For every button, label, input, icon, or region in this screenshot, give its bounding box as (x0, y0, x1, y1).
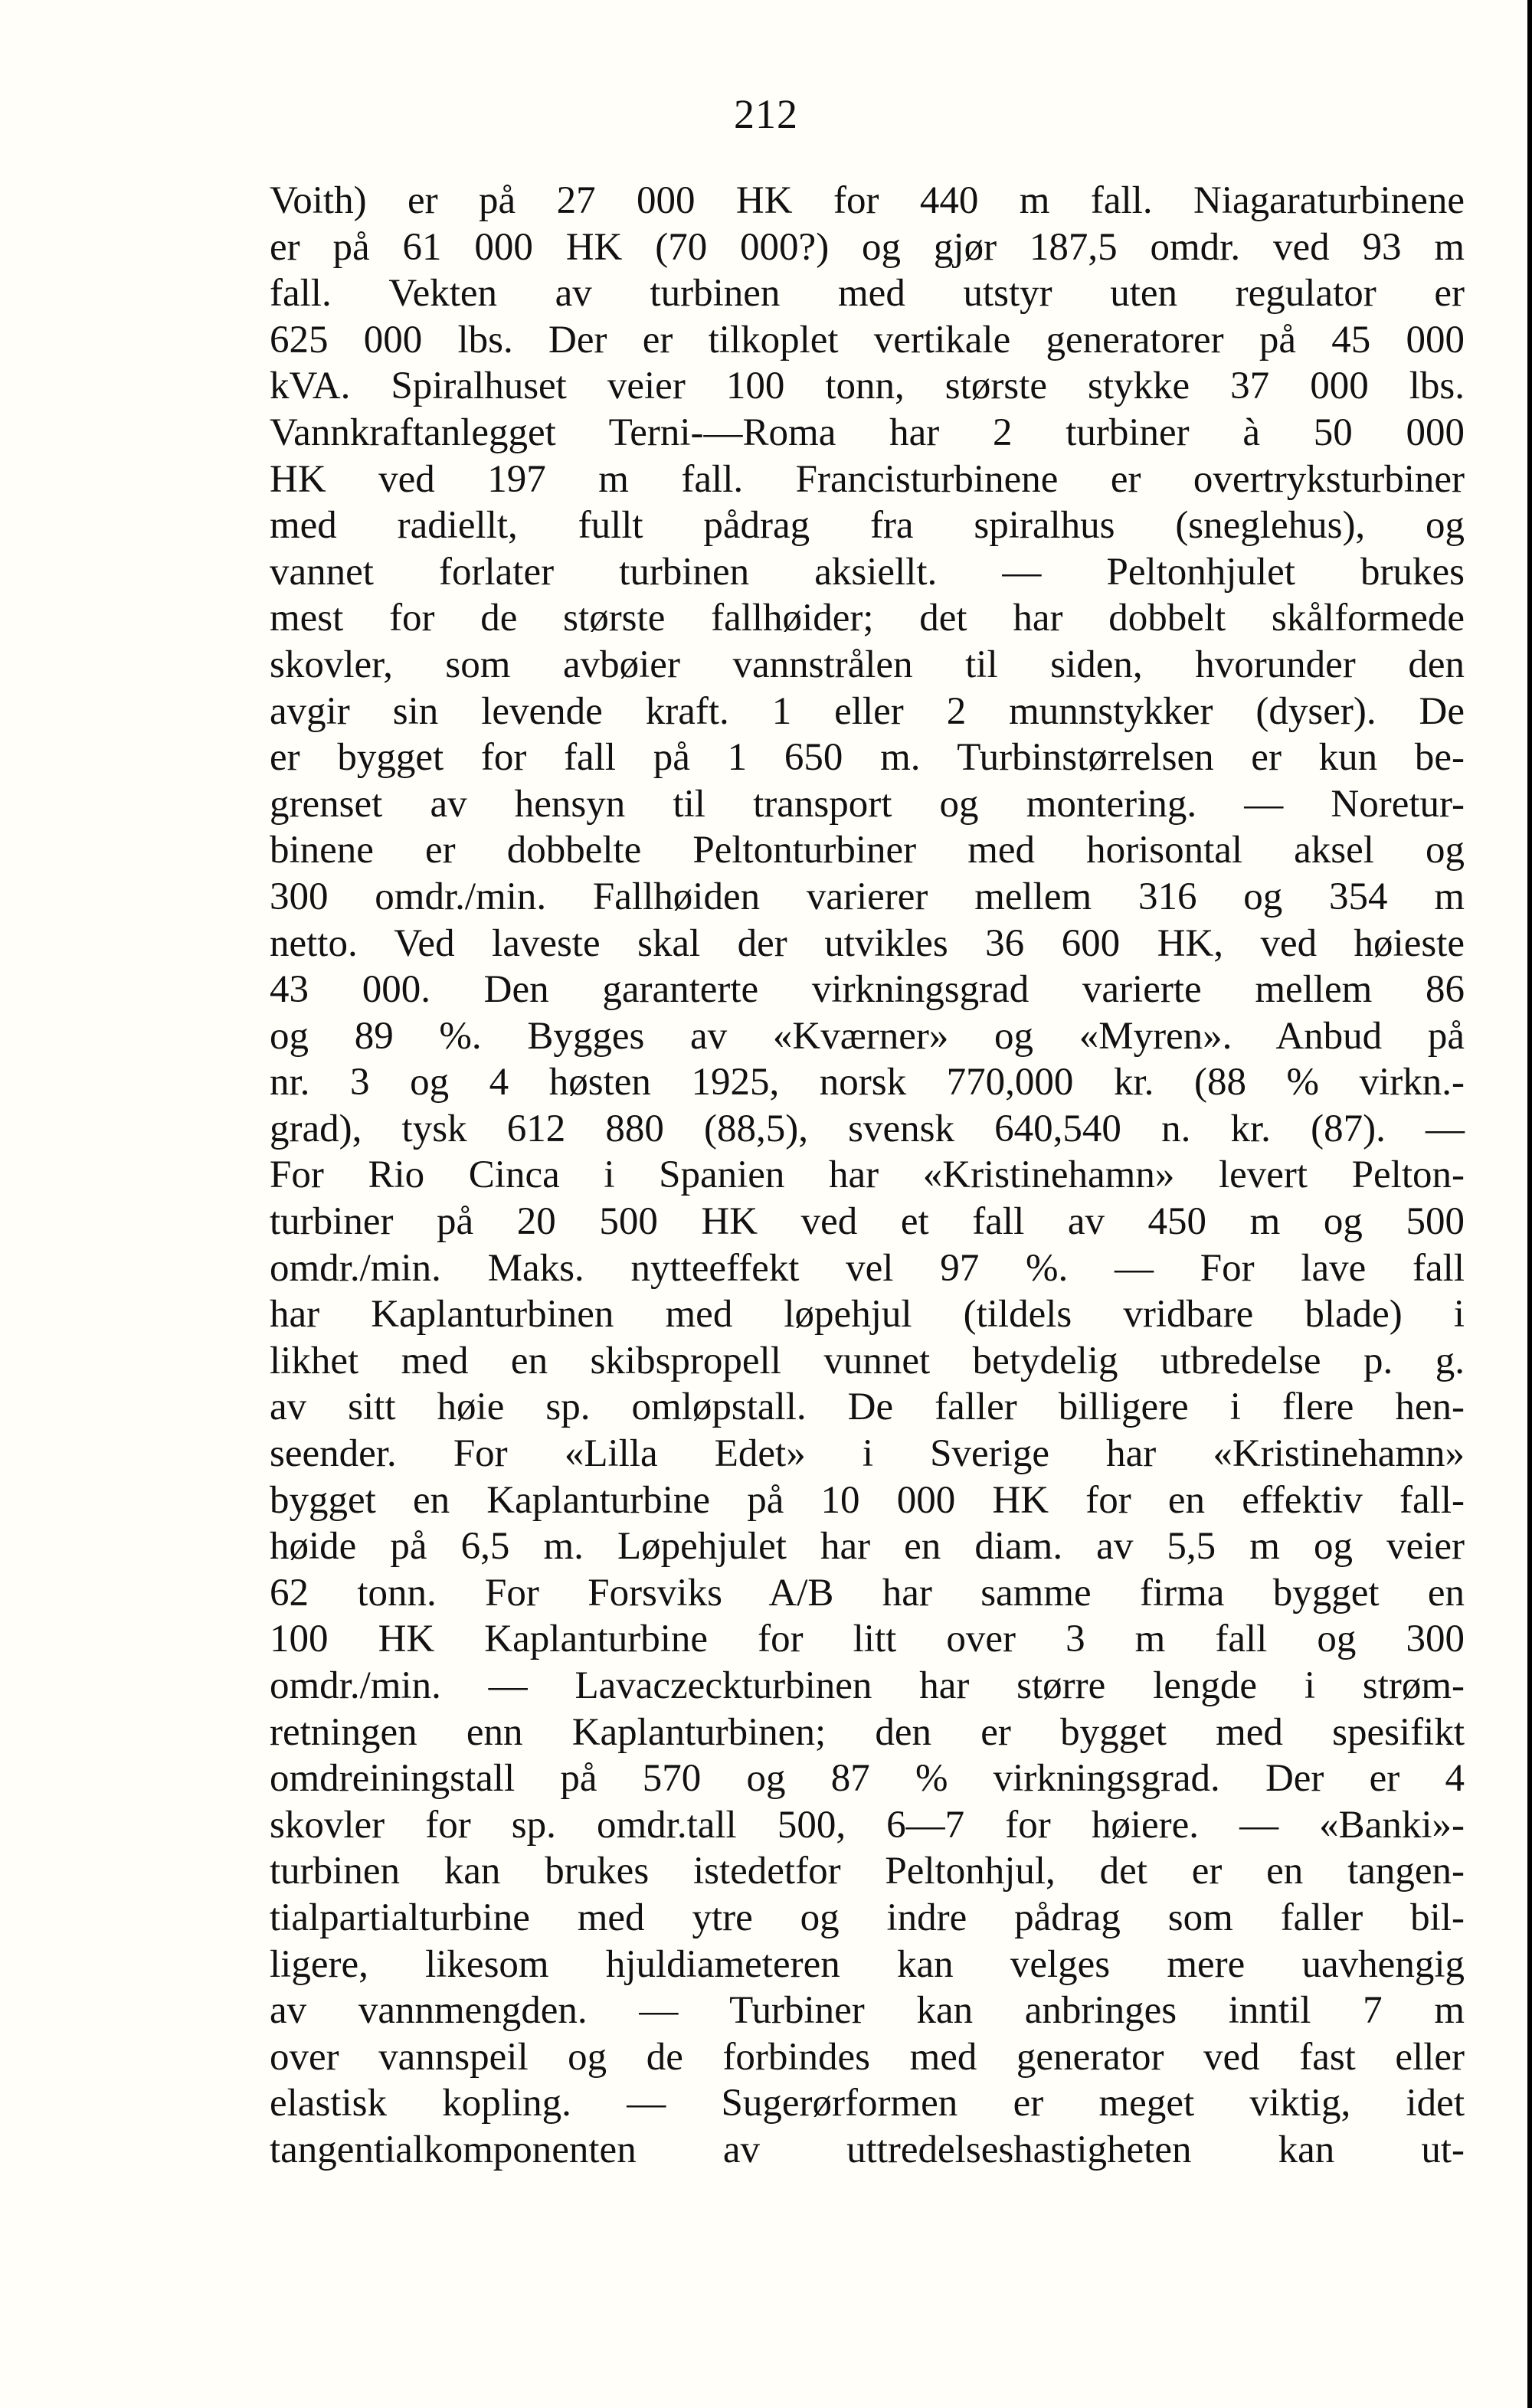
text-line: Voith) er på 27 000 HK for 440 m fall. Niagaraturbinene (270, 179, 1465, 222)
text-line: grenset av hensyn til transport og montering. — Noretur- (270, 782, 1465, 826)
text-line: 100 HK Kaplanturbine for litt over 3 m fall og 300 (270, 1618, 1465, 1661)
text-line: binene er dobbelte Peltonturbiner med horisontal aksel og (270, 829, 1465, 872)
text-line: HK ved 197 m fall. Francisturbinene er overtryksturbiner (270, 457, 1465, 501)
text-line: 300 omdr./min. Fallhøiden varierer mellem 316 og 354 m (270, 875, 1465, 918)
text-line: har Kaplanturbinen med løpehjul (tildels vridbare blade) i (270, 1293, 1465, 1337)
text-line: skovler for sp. omdr.tall 500, 6—7 for høiere. — «Banki»- (270, 1803, 1465, 1847)
text-line: av sitt høie sp. omløpstall. De faller billigere i flere hen- (270, 1386, 1465, 1429)
text-line: netto. Ved laveste skal der utvikles 36 600 HK, ved høieste (270, 921, 1465, 965)
text-line: ligere, likesom hjuldiameteren kan velges mere uavhengig (270, 1942, 1465, 1986)
text-line: av vannmengden. — Turbiner kan anbringes inntil 7 m (270, 1989, 1465, 2033)
text-line: turbinen kan brukes istedetfor Peltonhjul, det er en tangen- (270, 1850, 1465, 1893)
text-line: med radiellt, fullt pådrag fra spiralhus (sneglehus), og (270, 504, 1465, 548)
text-line: tangentialkomponenten av uttredelseshastigheten kan ut- (270, 2128, 1465, 2171)
text-line: 62 tonn. For Forsviks A/B har samme firma bygget en (270, 1571, 1465, 1615)
text-line: bygget en Kaplanturbine på 10 000 HK for en effektiv fall- (270, 1478, 1465, 1522)
text-line: tialpartialturbine med ytre og indre pådrag som faller bil- (270, 1896, 1465, 1939)
text-line: Vannkraftanlegget Terni-—Roma har 2 turbiner à 50 000 (270, 411, 1465, 454)
text-line: nr. 3 og 4 høsten 1925, norsk 770,000 kr. (88 % virkn.- (270, 1061, 1465, 1104)
text-line: høide på 6,5 m. Løpehjulet har en diam. av 5,5 m og veier (270, 1525, 1465, 1569)
text-line: kVA. Spiralhuset veier 100 tonn, største stykke 37 000 lbs. (270, 365, 1465, 408)
text-line: skovler, som avbøier vannstrålen til siden, hvorunder den (270, 643, 1465, 686)
text-line: er på 61 000 HK (70 000?) og gjør 187,5 omdr. ved 93 m (270, 225, 1465, 269)
page-number: 212 (734, 91, 798, 137)
text-line: turbiner på 20 500 HK ved et fall av 450 m og 500 (270, 1200, 1465, 1244)
text-line: For Rio Cinca i Spanien har «Kristinehamn» levert Pelton- (270, 1153, 1465, 1197)
text-line: fall. Vekten av turbinen med utstyr uten regulator er (270, 272, 1465, 316)
text-line: omdr./min. Maks. nytteeffekt vel 97 %. — For lave fall (270, 1246, 1465, 1290)
text-line: grad), tysk 612 880 (88,5), svensk 640,540 n. kr. (87). — (270, 1107, 1465, 1150)
body-text (270, 178, 1465, 2174)
text-line: er bygget for fall på 1 650 m. Turbinstørrelsen er kun be- (270, 736, 1465, 780)
text-line: avgir sin levende kraft. 1 eller 2 munnstykker (dyser). De (270, 689, 1465, 733)
text-line: over vannspeil og de forbindes med generator ved fast eller (270, 2035, 1465, 2079)
text-line: omdreiningstall på 570 og 87 % virkningsgrad. Der er 4 (270, 1757, 1465, 1801)
text-line: retningen enn Kaplanturbinen; den er bygget med spesifikt (270, 1710, 1465, 1754)
text-line: 43 000. Den garanterte virkningsgrad varierte mellem 86 (270, 968, 1465, 1012)
text-line: vannet forlater turbinen aksiellt. — Peltonhjulet brukes (270, 550, 1465, 594)
text-line: seender. For «Lilla Edet» i Sverige har «Kristinehamn» (270, 1432, 1465, 1476)
text-line: omdr./min. — Lavaczeckturbinen har større lengde i strøm- (270, 1664, 1465, 1707)
text-line: likhet med en skibspropell vunnet betydelig utbredelse p. g. (270, 1339, 1465, 1382)
text-line: 625 000 lbs. Der er tilkoplet vertikale generatorer på 45 000 (270, 318, 1465, 362)
text-line: og 89 %. Bygges av «Kværner» og «Myren». Anbud på (270, 1014, 1465, 1058)
text-line: mest for de største fallhøider; det har dobbelt skålformede (270, 597, 1465, 640)
text-line: elastisk kopling. — Sugerørformen er meget viktig, idet (270, 2082, 1465, 2125)
